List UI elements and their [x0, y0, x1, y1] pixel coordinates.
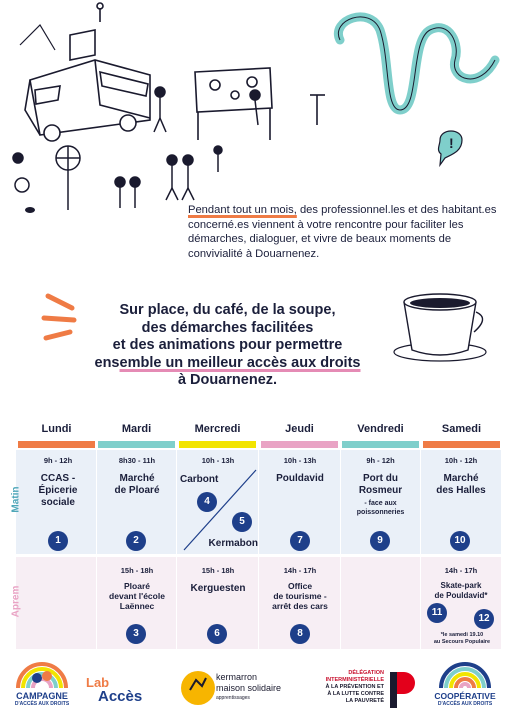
day-header-vendredi: Vendredi: [342, 422, 419, 448]
main-slogan: [60, 302, 395, 390]
sign-drawing: [56, 146, 80, 210]
place-label-carbont: Carbont: [180, 474, 219, 485]
logo-acces: Accès: [98, 688, 143, 705]
footnote: *le samedi 19.10 au Secours Populaire: [433, 632, 491, 645]
logo-line: apprentissages: [216, 695, 250, 701]
place-sublabel: - face aux poissonneries: [356, 500, 405, 516]
logo-line: DÉLÉGATION: [348, 670, 384, 676]
rainbow-icon: [12, 656, 72, 690]
location-number-badge: 9: [370, 531, 390, 551]
cell-vendredi-morning: [341, 456, 420, 517]
day-header-jeudi: Jeudi: [261, 422, 338, 448]
period-label-morning: Matin: [10, 486, 22, 513]
period-label-afternoon: Aprem: [10, 585, 22, 618]
place-label: Marché des Halles: [436, 473, 486, 496]
column-divider: [96, 450, 97, 649]
place-label: Skate-park de Pouldavid*: [434, 581, 488, 600]
place-label: Port du Rosmeur: [358, 473, 403, 496]
logo-kermarron: [172, 666, 290, 710]
location-number-badge: 1: [48, 531, 68, 551]
time-label: 9h - 12h: [366, 456, 395, 465]
time-label: 10h - 12h: [444, 456, 478, 465]
time-label: 10h - 13h: [201, 456, 235, 465]
place-label: Pouldavid: [276, 473, 324, 484]
logo-line: INTERMINISTÉRIELLE: [325, 677, 384, 683]
cell-mardi-afternoon: [98, 566, 176, 611]
time-label: 10h - 13h: [283, 456, 317, 465]
logo-title: CAMPAGNE: [16, 691, 68, 701]
location-number-badge: 8: [290, 624, 310, 644]
time-label: 14h - 17h: [283, 566, 317, 575]
slogan-line: Sur place, du café, de la soupe,: [119, 302, 336, 318]
crowd-drawing: [13, 87, 260, 208]
intro-rest: des professionnel.les et des habitant.es concerné.es viennent à votre rencontre pour faciliter les démarches, dialoguer, et vivre de beaux moments de convivialité à Douarnenez.: [188, 204, 497, 260]
coffee-cup-drawing: [392, 290, 492, 370]
time-label: 15h - 18h: [201, 566, 235, 575]
rainbow-icon: [435, 656, 495, 690]
location-number-badge: 3: [126, 624, 146, 644]
location-number-badge: 12: [474, 609, 494, 629]
dog-drawing: [25, 207, 35, 213]
slogan-line: et des animations pour permettre: [112, 337, 343, 353]
location-number-badge: 5: [232, 512, 252, 532]
day-header-mardi: Mardi: [98, 422, 175, 448]
cell-mercredi-morning: [178, 456, 258, 465]
location-number-badge: 7: [290, 531, 310, 551]
svg-text:!: !: [449, 135, 454, 151]
logo-line: maison solidaire: [216, 683, 282, 693]
p-logo-icon: [388, 670, 416, 710]
logo-line: À LA PRÉVENTION ET: [325, 684, 384, 690]
day-header-samedi: Samedi: [423, 422, 500, 448]
illustration: [0, 0, 507, 220]
time-label: 14h - 17h: [444, 566, 478, 575]
logo-subtitle: D'ACCÈS AUX DROITS: [14, 701, 70, 707]
logo-lab: Lab: [86, 675, 110, 690]
logo-line: kermarron: [216, 672, 258, 682]
place-label: Marché de Ploaré: [114, 473, 160, 496]
food-truck-drawing: [25, 3, 150, 141]
logo-title: COOPÉRATIVE: [434, 691, 496, 701]
slogan-line: des démarches facilitées: [141, 319, 314, 336]
location-number-badge: 10: [450, 531, 470, 551]
logo-subtitle: D'ACCÈS AUX DROITS: [437, 701, 493, 707]
time-label: 9h - 12h: [43, 456, 73, 465]
banner-drawing: [195, 68, 325, 140]
slogan-line: ensemble un meilleur accès aux droits: [94, 354, 361, 371]
place-label: Office de tourisme - arrêt des cars: [272, 581, 328, 611]
day-header-lundi: Lundi: [18, 422, 95, 448]
logo-delegation: [308, 668, 418, 714]
place-label: Ploaré devant l'école Laënnec: [109, 581, 165, 611]
day-header-mercredi: Mercredi: [179, 422, 256, 448]
logo-campagne: [6, 656, 78, 707]
place-label-kermabon: Kermabon: [208, 538, 258, 549]
diagonal-split-line: [421, 584, 501, 634]
time-label: 8h30 - 11h: [118, 456, 156, 465]
cell-jeudi-afternoon: [260, 566, 340, 611]
logo-labacces: [86, 676, 162, 705]
cell-mercredi-afternoon: [178, 566, 258, 595]
intro-highlight: Pendant tout un mois,: [188, 204, 297, 216]
place-label: CCAS - Épicerie sociale: [38, 473, 78, 508]
column-divider: [258, 450, 259, 649]
intro-paragraph: [188, 203, 498, 261]
location-number-badge: 11: [427, 603, 447, 623]
place-label: Kerguesten: [190, 583, 246, 594]
logo-cooperative: [428, 656, 502, 707]
cell-lundi-morning: [20, 456, 96, 509]
speech-bubble-icon: [438, 131, 462, 165]
location-number-badge: 2: [126, 531, 146, 551]
scribble-drawing: [20, 25, 55, 50]
logo-line: À LA LUTTE CONTRE: [327, 691, 384, 697]
logo-line: LA PAUVRETÉ: [345, 698, 384, 704]
cell-jeudi-morning: [260, 456, 340, 485]
time-label: 15h - 18h: [120, 566, 154, 575]
column-divider: [176, 450, 177, 649]
cell-samedi-morning: [421, 456, 501, 497]
location-number-badge: 6: [207, 624, 227, 644]
slogan-line: à Douarnenez.: [177, 372, 278, 388]
location-number-badge: 4: [197, 492, 217, 512]
cell-mardi-morning: [98, 456, 176, 497]
